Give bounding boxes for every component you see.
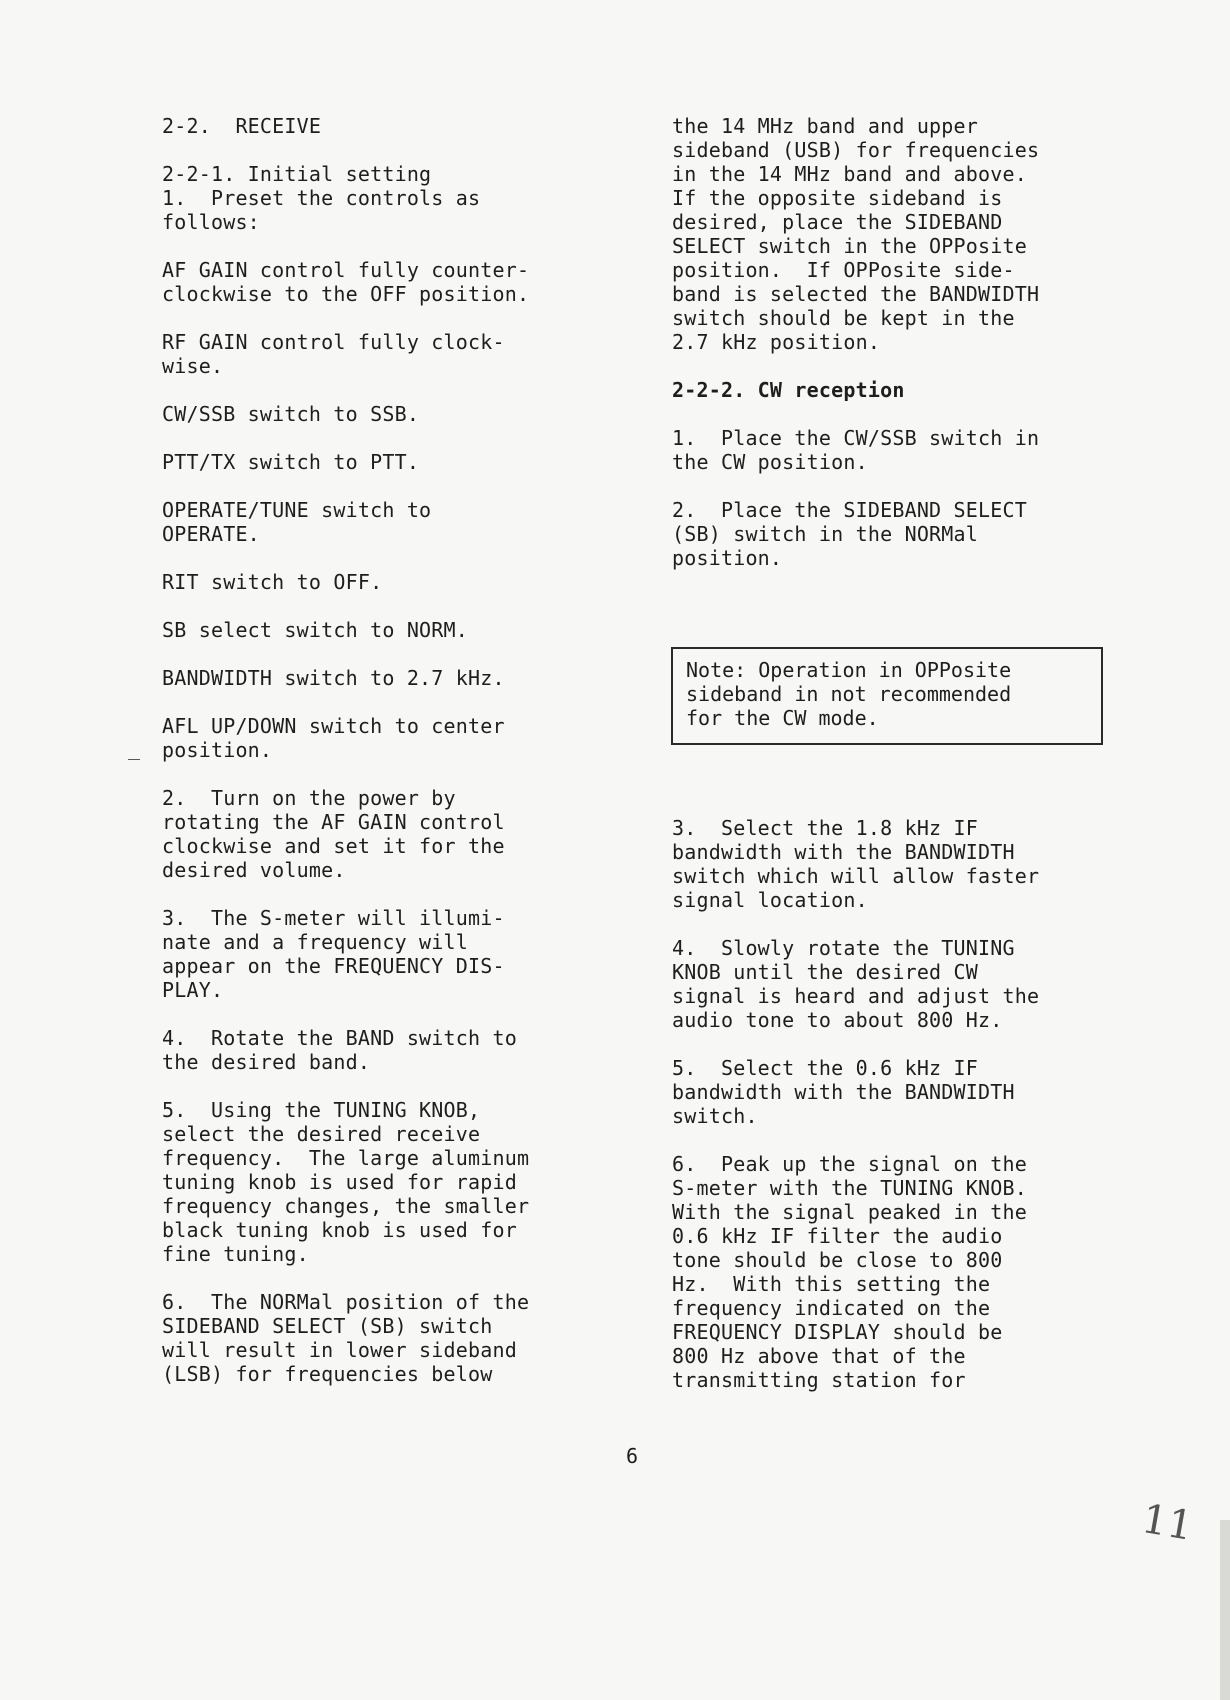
text-line: follows:: [162, 210, 260, 234]
text-line: 2-2-2. CW reception: [672, 378, 905, 402]
text-line: tone should be close to 800: [672, 1248, 1003, 1272]
text-line: 800 Hz above that of the: [672, 1344, 966, 1368]
text-line: SELECT switch in the OPPosite: [672, 234, 1027, 258]
text-line: frequency. The large aluminum: [162, 1146, 530, 1170]
text-line: 2. Turn on the power by: [162, 786, 456, 810]
text-line: 3. The S-meter will illumi-: [162, 906, 505, 930]
text-line: rotating the AF GAIN control: [162, 810, 505, 834]
text-line: audio tone to about 800 Hz.: [672, 1008, 1003, 1032]
text-line: desired volume.: [162, 858, 346, 882]
text-line: [672, 912, 1122, 936]
text-line: wise.: [162, 354, 224, 378]
text-line: If the opposite sideband is: [672, 186, 1003, 210]
handwritten-mark: 11: [1138, 1495, 1197, 1551]
text-line: switch which will allow faster: [672, 864, 1040, 888]
text-line: transmitting station for: [672, 1368, 966, 1392]
text-line: [672, 402, 1122, 426]
text-line: FREQUENCY DISPLAY should be: [672, 1320, 1003, 1344]
text-line: the CW position.: [672, 450, 868, 474]
text-line: [162, 234, 632, 258]
text-line: [162, 1266, 632, 1290]
text-line: 1. Place the CW/SSB switch in: [672, 426, 1040, 450]
text-line: [162, 690, 632, 714]
text-line: will result in lower sideband: [162, 1338, 517, 1362]
text-line: 2-2. RECEIVE: [162, 114, 322, 138]
page-number: 6: [626, 1444, 639, 1468]
text-line: [162, 1074, 632, 1098]
text-line: 3. Select the 1.8 kHz IF: [672, 816, 979, 840]
text-line: 6. Peak up the signal on the: [672, 1152, 1027, 1176]
text-line: appear on the FREQUENCY DIS-: [162, 954, 505, 978]
text-line: sideband in not recommended: [686, 682, 1012, 706]
text-line: for the CW mode.: [686, 706, 879, 730]
text-line: RIT switch to OFF.: [162, 570, 383, 594]
text-line: RF GAIN control fully clock-: [162, 330, 505, 354]
text-line: switch.: [672, 1104, 758, 1128]
text-line: [162, 426, 632, 450]
text-line: position.: [162, 738, 273, 762]
text-line: 2. Place the SIDEBAND SELECT: [672, 498, 1027, 522]
note-text: [686, 658, 1011, 730]
text-line: black tuning knob is used for: [162, 1218, 517, 1242]
text-line: band is selected the BANDWIDTH: [672, 282, 1040, 306]
text-line: SB select switch to NORM.: [162, 618, 469, 642]
text-line: [162, 546, 632, 570]
text-line: fine tuning.: [162, 1242, 309, 1266]
text-line: signal is heard and adjust the: [672, 984, 1040, 1008]
text-line: nate and a frequency will: [162, 930, 469, 954]
text-line: switch should be kept in the: [672, 306, 1015, 330]
text-line: [162, 306, 632, 330]
text-line: BANDWIDTH switch to 2.7 kHz.: [162, 666, 505, 690]
text-line: [162, 642, 632, 666]
right-column-top: [672, 114, 1122, 570]
text-line: frequency changes, the smaller: [162, 1194, 530, 1218]
text-line: PTT/TX switch to PTT.: [162, 450, 420, 474]
text-line: CW/SSB switch to SSB.: [162, 402, 420, 426]
text-line: [162, 882, 632, 906]
text-line: Note: Operation in OPPosite: [686, 658, 1012, 682]
text-line: KNOB until the desired CW: [672, 960, 979, 984]
text-line: [162, 474, 632, 498]
text-line: AF GAIN control fully counter-: [162, 258, 530, 282]
text-line: the desired band.: [162, 1050, 371, 1074]
right-column-bottom: [672, 816, 1122, 1392]
text-line: (SB) switch in the NORMal: [672, 522, 979, 546]
text-line: clockwise to the OFF position.: [162, 282, 530, 306]
text-line: the 14 MHz band and upper: [672, 114, 979, 138]
text-line: clockwise and set it for the: [162, 834, 505, 858]
text-line: signal location.: [672, 888, 868, 912]
text-line: tuning knob is used for rapid: [162, 1170, 517, 1194]
text-line: [162, 1002, 632, 1026]
text-line: (LSB) for frequencies below: [162, 1362, 493, 1386]
text-line: S-meter with the TUNING KNOB.: [672, 1176, 1027, 1200]
text-line: bandwidth with the BANDWIDTH: [672, 840, 1015, 864]
text-line: [162, 762, 632, 786]
text-line: desired, place the SIDEBAND: [672, 210, 1003, 234]
text-line: 6. The NORMal position of the: [162, 1290, 530, 1314]
text-line: position.: [672, 546, 783, 570]
text-line: [672, 474, 1122, 498]
text-line: 4. Slowly rotate the TUNING: [672, 936, 1015, 960]
text-line: 2.7 kHz position.: [672, 330, 881, 354]
text-line: 2-2-1. Initial setting: [162, 162, 432, 186]
text-line: SIDEBAND SELECT (SB) switch: [162, 1314, 493, 1338]
margin-mark: _: [128, 736, 141, 760]
text-line: OPERATE/TUNE switch to: [162, 498, 432, 522]
text-line: 4. Rotate the BAND switch to: [162, 1026, 517, 1050]
text-line: 5. Select the 0.6 kHz IF: [672, 1056, 979, 1080]
text-line: 5. Using the TUNING KNOB,: [162, 1098, 481, 1122]
text-line: AFL UP/DOWN switch to center: [162, 714, 505, 738]
text-line: [672, 1128, 1122, 1152]
text-line: frequency indicated on the: [672, 1296, 991, 1320]
text-line: PLAY.: [162, 978, 224, 1002]
left-column: [162, 114, 632, 1386]
text-line: [162, 594, 632, 618]
text-line: [162, 138, 632, 162]
text-line: [672, 354, 1122, 378]
text-line: OPERATE.: [162, 522, 260, 546]
text-line: in the 14 MHz band and above.: [672, 162, 1027, 186]
text-line: [162, 378, 632, 402]
text-line: With the signal peaked in the: [672, 1200, 1027, 1224]
text-line: bandwidth with the BANDWIDTH: [672, 1080, 1015, 1104]
text-line: sideband (USB) for frequencies: [672, 138, 1040, 162]
text-line: 0.6 kHz IF filter the audio: [672, 1224, 1003, 1248]
text-line: select the desired receive: [162, 1122, 481, 1146]
text-line: position. If OPPosite side-: [672, 258, 1015, 282]
text-line: [672, 1032, 1122, 1056]
page-edge-shadow: [1220, 1520, 1230, 1700]
text-line: 1. Preset the controls as: [162, 186, 481, 210]
text-line: Hz. With this setting the: [672, 1272, 991, 1296]
